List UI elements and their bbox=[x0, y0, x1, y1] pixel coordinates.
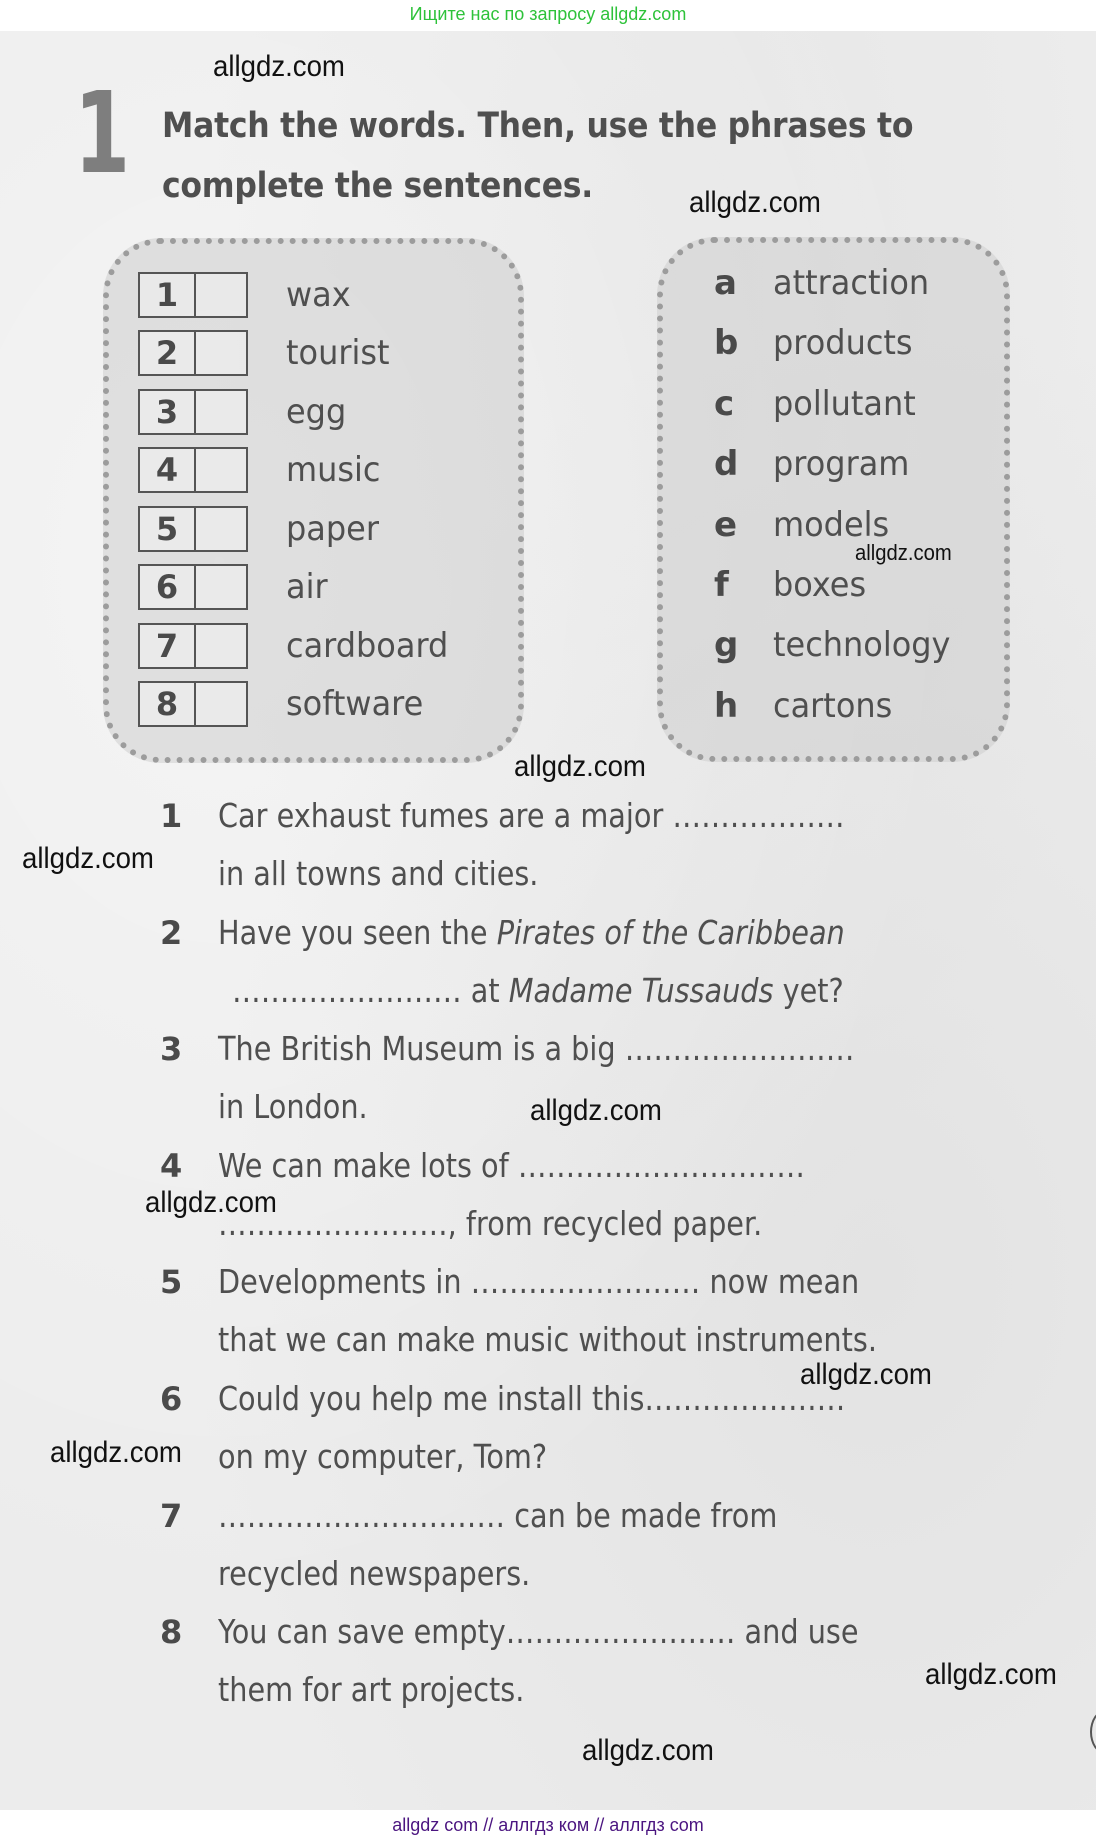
word: boxes bbox=[773, 565, 867, 605]
item-number: 4 bbox=[140, 449, 196, 491]
word: attraction bbox=[773, 263, 930, 303]
sentence-line[interactable]: Developments in …………………… now mean bbox=[218, 1262, 860, 1301]
word: cardboard bbox=[286, 626, 449, 666]
sentence-line: recycled newspapers. bbox=[218, 1554, 531, 1593]
sentence-number: 3 bbox=[160, 1030, 183, 1068]
item-letter: e bbox=[714, 505, 738, 545]
watermark: allgdz.com bbox=[800, 1358, 932, 1391]
item-letter: d bbox=[714, 444, 739, 484]
bottom-banner-text[interactable]: allgdz com // аллгдз ком // аллгдз com bbox=[392, 1815, 704, 1835]
match-cell bbox=[138, 564, 248, 610]
word: music bbox=[286, 450, 381, 490]
watermark: allgdz.com bbox=[50, 1436, 182, 1469]
sentence-number: 5 bbox=[160, 1263, 183, 1301]
item-number: 8 bbox=[140, 683, 196, 725]
answer-box[interactable] bbox=[196, 391, 246, 433]
item-letter: g bbox=[714, 625, 739, 665]
top-banner-text: Ищите нас по запросу allgdz.com bbox=[409, 4, 687, 24]
match-cell bbox=[138, 389, 248, 435]
sentence-number: 4 bbox=[160, 1147, 183, 1185]
sentence-number: 2 bbox=[160, 914, 183, 952]
sentence-line[interactable]: You can save empty…………………… and use bbox=[218, 1612, 859, 1651]
word: tourist bbox=[286, 333, 390, 373]
sentence-line: in all towns and cities. bbox=[218, 854, 539, 893]
sentence-number: 8 bbox=[160, 1613, 183, 1651]
item-number: 7 bbox=[140, 625, 196, 667]
word: egg bbox=[286, 392, 347, 432]
sentence-number: 7 bbox=[160, 1497, 183, 1535]
italic-title: Madame Tussauds bbox=[508, 971, 774, 1010]
word: program bbox=[773, 444, 910, 484]
item-number: 6 bbox=[140, 566, 196, 608]
exercise-number: 1 bbox=[74, 69, 131, 199]
item-letter: a bbox=[714, 263, 737, 303]
item-letter: f bbox=[714, 565, 729, 605]
item-number: 2 bbox=[140, 332, 196, 374]
answer-box[interactable] bbox=[196, 332, 246, 374]
watermark: allgdz.com bbox=[855, 540, 952, 565]
instruction-line-2: complete the sentences. bbox=[162, 166, 593, 206]
match-cell bbox=[138, 681, 248, 727]
item-number: 3 bbox=[140, 391, 196, 433]
answer-box[interactable] bbox=[196, 449, 246, 491]
answer-box[interactable] bbox=[196, 683, 246, 725]
text: Have you seen the bbox=[218, 913, 497, 952]
sentence-line[interactable]: ……………………, from recycled paper. bbox=[218, 1204, 763, 1243]
instruction-line-1: Match the words. Then, use the phrases to bbox=[162, 106, 914, 146]
watermark: allgdz.com bbox=[689, 186, 821, 219]
match-cell bbox=[138, 623, 248, 669]
sentence-line: them for art projects. bbox=[218, 1670, 525, 1709]
italic-title: Pirates of the Caribbean bbox=[496, 913, 845, 952]
sentence-line: that we can make music without instruments. bbox=[218, 1320, 877, 1359]
watermark: allgdz.com bbox=[582, 1734, 714, 1767]
sentence-line[interactable]: Could you help me install this………………… bbox=[218, 1379, 846, 1418]
item-number: 1 bbox=[140, 274, 196, 316]
answer-box[interactable] bbox=[196, 508, 246, 550]
sentence-line[interactable]: The British Museum is a big …………………… bbox=[218, 1029, 855, 1068]
sentence-line bbox=[218, 904, 930, 962]
watermark: allgdz.com bbox=[530, 1094, 662, 1127]
text: yet? bbox=[773, 971, 844, 1010]
word: models bbox=[773, 505, 890, 545]
match-cell bbox=[138, 506, 248, 552]
word: products bbox=[773, 323, 913, 363]
blank-text: …………………… at bbox=[232, 971, 509, 1010]
word: pollutant bbox=[773, 384, 916, 424]
word: paper bbox=[286, 509, 379, 549]
sentence-line: in London. bbox=[218, 1087, 368, 1126]
match-cell bbox=[138, 330, 248, 376]
sentence-line[interactable]: We can make lots of ………………………… bbox=[218, 1146, 805, 1185]
word: software bbox=[286, 684, 424, 724]
sentence-line[interactable]: ………………………… can be made from bbox=[218, 1496, 778, 1535]
top-banner bbox=[0, 0, 1096, 31]
answer-box[interactable] bbox=[196, 274, 246, 316]
watermark: allgdz.com bbox=[213, 50, 345, 83]
match-cell bbox=[138, 447, 248, 493]
watermark: allgdz.com bbox=[145, 1186, 277, 1219]
item-letter: c bbox=[714, 384, 735, 424]
bottom-banner bbox=[0, 1810, 1096, 1840]
sentence-line[interactable] bbox=[232, 962, 944, 1020]
sentence-number: 6 bbox=[160, 1380, 183, 1418]
item-number: 5 bbox=[140, 508, 196, 550]
word: wax bbox=[286, 275, 351, 315]
item-letter: b bbox=[714, 323, 739, 363]
watermark: allgdz.com bbox=[22, 842, 154, 875]
word: cartons bbox=[773, 686, 893, 726]
word: technology bbox=[773, 625, 951, 665]
match-cell bbox=[138, 272, 248, 318]
sentence-line: on my computer, Tom? bbox=[218, 1437, 548, 1476]
sentence-line[interactable]: Car exhaust fumes are a major ……………… bbox=[218, 796, 845, 835]
item-letter: h bbox=[714, 686, 739, 726]
watermark: allgdz.com bbox=[925, 1658, 1057, 1691]
watermark: allgdz.com bbox=[514, 750, 646, 783]
sentence-number: 1 bbox=[160, 797, 183, 835]
answer-box[interactable] bbox=[196, 625, 246, 667]
answer-box[interactable] bbox=[196, 566, 246, 608]
exercise-instruction bbox=[162, 96, 954, 216]
word: air bbox=[286, 567, 328, 607]
